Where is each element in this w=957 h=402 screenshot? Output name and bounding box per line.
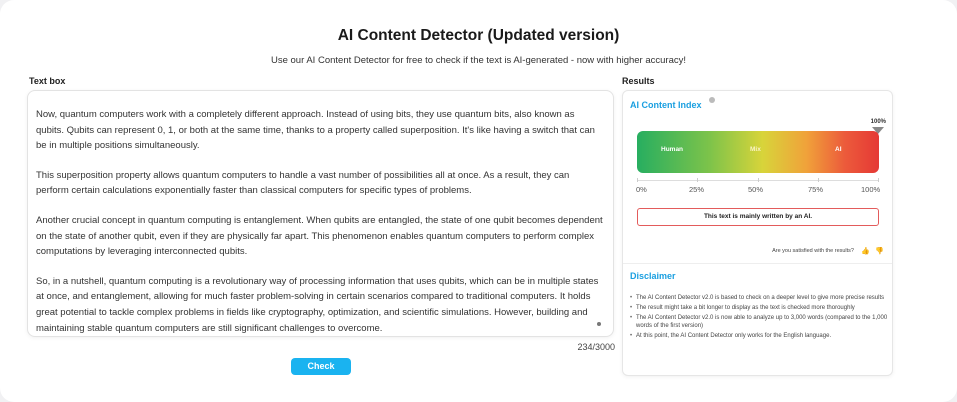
disclaimer-item: • At this point, the AI Content Detector only works for the English language. (630, 332, 888, 340)
gauge-label-human: Human (661, 146, 684, 153)
gauge-label-ai: AI (835, 146, 842, 153)
disclaimer-title: Disclaimer (630, 271, 676, 281)
divider (623, 263, 893, 264)
disclaimer-item: • The result might take a bit longer to display as the text is checked more thoroughly (630, 304, 888, 312)
textbox-label: Text box (29, 76, 66, 86)
resize-handle-icon[interactable] (597, 322, 601, 326)
gauge-tick-label: 0% (636, 185, 647, 194)
gauge-tick-label: 50% (748, 185, 764, 194)
gauge-label-mix: Mix (750, 146, 761, 153)
gauge-tick-label: 25% (689, 185, 705, 194)
disclaimer-list (630, 294, 888, 342)
text-input-area[interactable] (27, 90, 614, 337)
results-label: Results (622, 76, 655, 86)
gauge-tick (637, 178, 638, 182)
thumbs-up-icon[interactable]: 👍 (861, 248, 870, 255)
gauge-tick-label: 75% (808, 185, 824, 194)
gauge-tick (878, 178, 879, 182)
satisfaction-question: Are you satisfied with the results? (772, 248, 854, 254)
gauge-tick-label: 100% (861, 185, 881, 194)
gauge-tick (758, 178, 759, 182)
gauge-tick (697, 178, 698, 182)
page-title: AI Content Detector (Updated version) (337, 27, 620, 44)
check-button[interactable]: Check (291, 358, 351, 375)
ai-content-index-title: AI Content Index (630, 100, 702, 110)
disclaimer-item: • The AI Content Detector v2.0 is now able to analyze up to 3,000 words (compared to the 1,000 words of the first version) (630, 314, 888, 330)
text-paragraph: Now, quantum computers work with a completely different approach. Instead of using bits, they use quantum bits, also known as qubits. Qubits can represent 0, 1, or both at the same time, thanks to a property called superposition. It's like having a switch that can be in multiple positions simultaneously. (36, 109, 595, 152)
word-count: 234/3000 (577, 342, 615, 352)
thumbs-down-icon[interactable]: 👎 (875, 248, 884, 255)
gauge-tick (818, 178, 819, 182)
ai-gauge-bar (637, 131, 879, 173)
text-paragraph: This superposition property allows quantum computers to handle a vast number of possibilities all at once. As a result, they can perform certain calculations exponentially faster than classical computers for specific types of problems. (36, 169, 570, 197)
text-paragraph: Another crucial concept in quantum computing is entanglement. When qubits are entangled, the state of one qubit becomes dependent on the state of another qubit, even if they are physically far apart. This phenomenon enables quantum computers to perform complex computations by leveraging interconnected qubits. (36, 214, 603, 258)
verdict-box: This text is mainly written by an AI. (637, 208, 879, 226)
disclaimer-item: • The AI Content Detector v2.0 is based to check on a deeper level to give more precise results (630, 294, 888, 302)
results-card (622, 90, 893, 376)
text-paragraph: So, in a nutshell, quantum computing is a revolutionary way of processing information that uses qubits, which can be in multiple states at once, and entanglement, allowing for much faster problem-solving in certain scenarios compared to traditional computers. It holds great potential to tackle complex problems in fields like cryptography, optimization, and scientific simulations. However, building and maintaining stable quantum computers are still significant challenges to overcome. (36, 275, 599, 334)
info-icon[interactable] (709, 97, 715, 103)
page-subtitle: Use our AI Content Detector for free to check if the text is AI-generated - now with higher accuracy! (270, 55, 687, 66)
score-label: 100% (870, 119, 886, 125)
